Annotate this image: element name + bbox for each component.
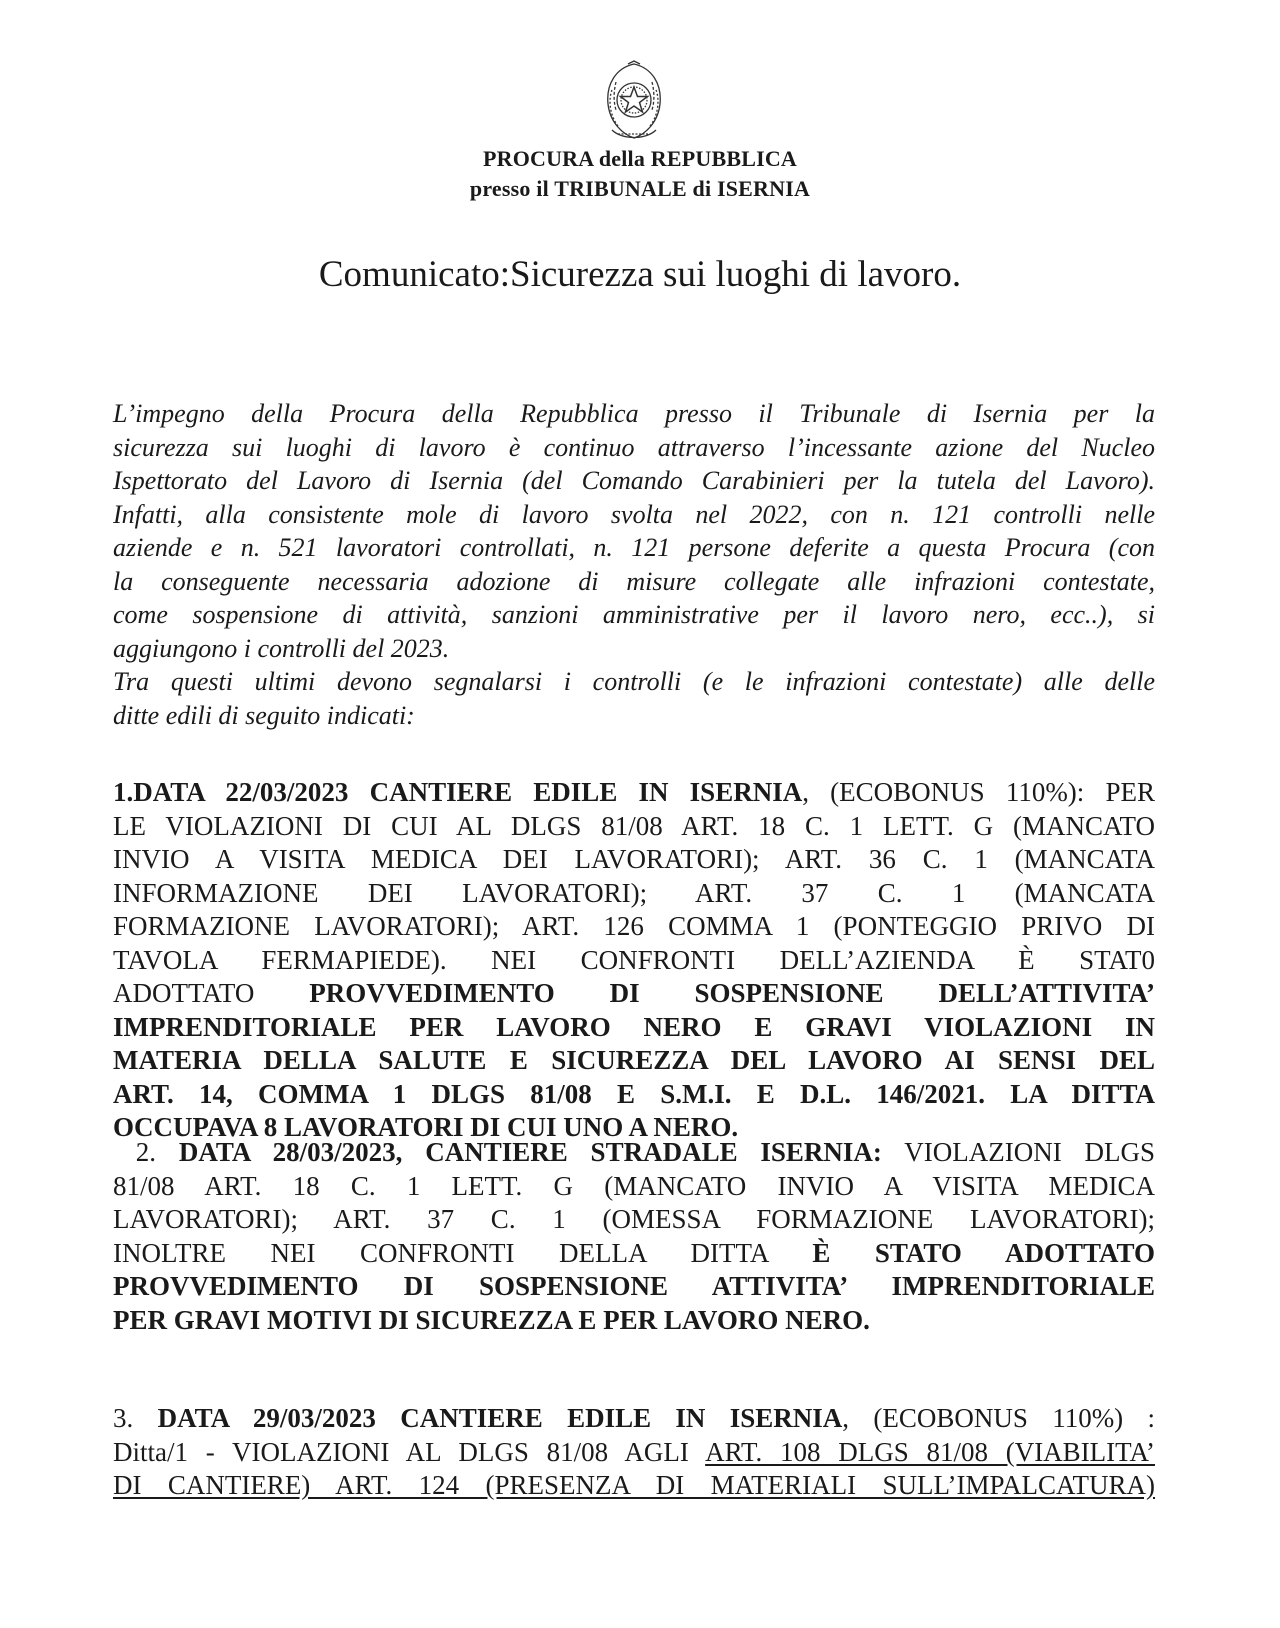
intro-line: aziende e n. 521 lavoratori controllati, n. 121 persone deferite a questa Procura (con [113,533,1155,562]
item-2 [113,1136,1155,1337]
item-1-line: IMPRENDITORIALE PER LAVORO NERO E GRAVI VIOLAZIONI IN [113,1011,1155,1042]
intro-line: L’impegno della Procura della Repubblica presso il Tribunale di Isernia per la [113,399,1155,428]
item-2-line: 81/08 ART. 18 C. 1 LETT. G (MANCATO INVIO A VISITA MEDICA [113,1170,1155,1201]
item-2-heading: DATA 28/03/2023, CANTIERE STRADALE ISERNIA: [178,1137,882,1167]
item-1-line: LE VIOLAZIONI DI CUI AL DLGS 81/08 ART. 18 C. 1 LETT. G (MANCATO [113,810,1155,841]
item-1 [113,776,1155,1145]
item-1-line: ART. 14, COMMA 1 DLGS 81/08 E S.M.I. E D.L. 146/2021. LA DITTA [113,1078,1155,1109]
item-2-line: PER GRAVI MOTIVI DI SICUREZZA E PER LAVORO NERO. [113,1304,870,1335]
intro-line: la conseguente necessaria adozione di misure collegate alle infrazioni contestate, [113,566,1155,596]
item-2-line: 2. DATA 28/03/2023, CANTIERE STRADALE ISERNIA: VIOLAZIONI DLGS [113,1137,1155,1167]
item-1-line: 1.DATA 22/03/2023 CANTIERE EDILE IN ISERNIA, (ECOBONUS 110%): PER [113,777,1155,807]
intro-line: Ispettorato del Lavoro di Isernia (del Comando Carabinieri per la tutela del Lavoro). [113,466,1155,495]
item-2-line: PROVVEDIMENTO DI SOSPENSIONE ATTIVITA’ IMPRENDITORIALE [113,1271,1155,1301]
item-3-heading: DATA 29/03/2023 CANTIERE EDILE IN ISERNIA [157,1403,843,1433]
item-1-line: MATERIA DELLA SALUTE E SICUREZZA DEL LAVORO AI SENSI DEL [113,1045,1155,1075]
item-3 [113,1402,1155,1503]
item-1-line: FORMAZIONE LAVORATORI); ART. 126 COMMA 1 (PONTEGGIO PRIVO DI [113,911,1155,941]
item-2-line: LAVORATORI); ART. 37 C. 1 (OMESSA FORMAZIONE LAVORATORI); [113,1204,1155,1234]
item-3-line: Ditta/1 - VIOLAZIONI AL DLGS 81/08 AGLI ART. 108 DLGS 81/08 (VIABILITA’ [113,1436,1155,1467]
intro-line: sicurezza sui luoghi di lavoro è continuo attraverso l’incessante azione del Nucleo [113,432,1155,462]
item-3-line: 3. DATA 29/03/2023 CANTIERE EDILE IN ISERNIA, (ECOBONUS 110%) : [113,1403,1155,1433]
item-1-line: TAVOLA FERMAPIEDE). NEI CONFRONTI DELL’AZIENDA È STAT0 [113,944,1155,975]
intro-line: ditte edili di seguito indicati: [113,700,415,730]
item-1-line: INFORMAZIONE DEI LAVORATORI); ART. 37 C. 1 (MANCATA [113,877,1155,908]
item-1-line: ADOTTATO PROVVEDIMENTO DI SOSPENSIONE DELL’ATTIVITA’ [113,978,1155,1008]
item-1-heading: 1.DATA 22/03/2023 CANTIERE EDILE IN ISERNIA [113,777,803,807]
intro-line: aggiungono i controlli del 2023. [113,633,450,663]
item-1-line: INVIO A VISITA MEDICA DEI LAVORATORI); ART. 36 C. 1 (MANCATA [113,844,1155,874]
item-1-line: OCCUPAVA 8 LAVORATORI DI CUI UNO A NERO. [113,1112,739,1142]
item-2-line: INOLTRE NEI CONFRONTI DELLA DITTA È STATO ADOTTATO [113,1237,1155,1268]
intro-paragraph [113,397,1155,732]
intro-line: come sospensione di attività, sanzioni amministrative per il lavoro nero, ecc..), si [113,600,1155,629]
italian-republic-emblem [598,60,670,144]
header-court-name: presso il TRIBUNALE di ISERNIA [469,176,811,201]
intro-line: Infatti, alla consistente mole di lavoro svolta nel 2022, con n. 121 controlli nelle [113,499,1155,529]
intro-line: Tra questi ultimi devono segnalarsi i controlli (e le infrazioni contestate) alle delle [113,667,1155,696]
page-title: Comunicato:Sicurezza sui luoghi di lavoro. [318,254,962,295]
item-3-line: DI CANTIERE) ART. 124 (PRESENZA DI MATERIALI SULL’IMPALCATURA) [113,1470,1155,1500]
header-office-name: PROCURA della REPUBBLICA [482,146,798,171]
